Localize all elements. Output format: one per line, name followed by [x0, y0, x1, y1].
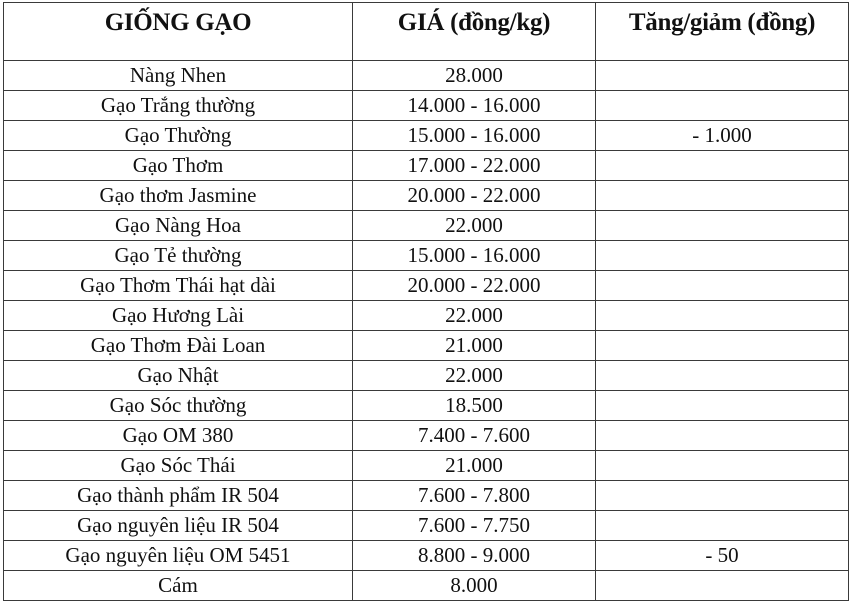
- variety-cell: Gạo Nhật: [4, 361, 353, 391]
- table-row: [4, 121, 849, 151]
- header-variety: GIỐNG GẠO: [4, 3, 353, 61]
- variety-cell: Gạo Sóc Thái: [4, 451, 353, 481]
- table-row: [4, 481, 849, 511]
- table-row: [4, 91, 849, 121]
- change-cell: - 1.000: [596, 121, 849, 151]
- change-cell: [596, 151, 849, 181]
- price-cell: 20.000 - 22.000: [353, 271, 596, 301]
- change-cell: [596, 361, 849, 391]
- change-cell: [596, 211, 849, 241]
- price-cell: 7.400 - 7.600: [353, 421, 596, 451]
- price-cell: 20.000 - 22.000: [353, 181, 596, 211]
- table-row: [4, 151, 849, 181]
- price-cell: 18.500: [353, 391, 596, 421]
- header-change: Tăng/giảm (đồng): [596, 3, 849, 61]
- variety-cell: Gạo Thơm Thái hạt dài: [4, 271, 353, 301]
- header-row: [4, 3, 849, 61]
- change-cell: [596, 91, 849, 121]
- price-cell: 15.000 - 16.000: [353, 121, 596, 151]
- variety-cell: Gạo nguyên liệu OM 5451: [4, 541, 353, 571]
- price-cell: 21.000: [353, 331, 596, 361]
- change-cell: [596, 181, 849, 211]
- price-cell: 8.000: [353, 571, 596, 601]
- variety-cell: Gạo Hương Lài: [4, 301, 353, 331]
- table-row: [4, 181, 849, 211]
- change-cell: [596, 571, 849, 601]
- price-cell: 22.000: [353, 301, 596, 331]
- change-cell: [596, 271, 849, 301]
- variety-cell: Gạo Thơm: [4, 151, 353, 181]
- price-cell: 8.800 - 9.000: [353, 541, 596, 571]
- variety-cell: Gạo thơm Jasmine: [4, 181, 353, 211]
- table-row: [4, 421, 849, 451]
- variety-cell: Gạo Thường: [4, 121, 353, 151]
- price-cell: 28.000: [353, 61, 596, 91]
- table-row: [4, 301, 849, 331]
- table-row: [4, 271, 849, 301]
- table-row: [4, 391, 849, 421]
- change-cell: [596, 421, 849, 451]
- change-cell: [596, 451, 849, 481]
- change-cell: [596, 391, 849, 421]
- variety-cell: Gạo nguyên liệu IR 504: [4, 511, 353, 541]
- table-row: [4, 361, 849, 391]
- table-row: [4, 541, 849, 571]
- change-cell: [596, 511, 849, 541]
- header-price: GIÁ (đồng/kg): [353, 3, 596, 61]
- table-row: [4, 571, 849, 601]
- variety-cell: Gạo Thơm Đài Loan: [4, 331, 353, 361]
- change-cell: [596, 61, 849, 91]
- variety-cell: Nàng Nhen: [4, 61, 353, 91]
- table-row: [4, 61, 849, 91]
- price-cell: 14.000 - 16.000: [353, 91, 596, 121]
- rice-price-table: [3, 2, 849, 601]
- variety-cell: Gạo Nàng Hoa: [4, 211, 353, 241]
- change-cell: [596, 481, 849, 511]
- table-row: [4, 241, 849, 271]
- price-cell: 22.000: [353, 361, 596, 391]
- variety-cell: Gạo Trắng thường: [4, 91, 353, 121]
- variety-cell: Gạo Sóc thường: [4, 391, 353, 421]
- change-cell: - 50: [596, 541, 849, 571]
- table-row: [4, 331, 849, 361]
- table-row: [4, 511, 849, 541]
- price-cell: 7.600 - 7.800: [353, 481, 596, 511]
- price-cell: 7.600 - 7.750: [353, 511, 596, 541]
- price-cell: 21.000: [353, 451, 596, 481]
- variety-cell: Cám: [4, 571, 353, 601]
- table-row: [4, 451, 849, 481]
- price-cell: 17.000 - 22.000: [353, 151, 596, 181]
- variety-cell: Gạo OM 380: [4, 421, 353, 451]
- variety-cell: Gạo thành phẩm IR 504: [4, 481, 353, 511]
- variety-cell: Gạo Tẻ thường: [4, 241, 353, 271]
- change-cell: [596, 301, 849, 331]
- price-cell: 15.000 - 16.000: [353, 241, 596, 271]
- change-cell: [596, 241, 849, 271]
- price-cell: 22.000: [353, 211, 596, 241]
- change-cell: [596, 331, 849, 361]
- table-row: [4, 211, 849, 241]
